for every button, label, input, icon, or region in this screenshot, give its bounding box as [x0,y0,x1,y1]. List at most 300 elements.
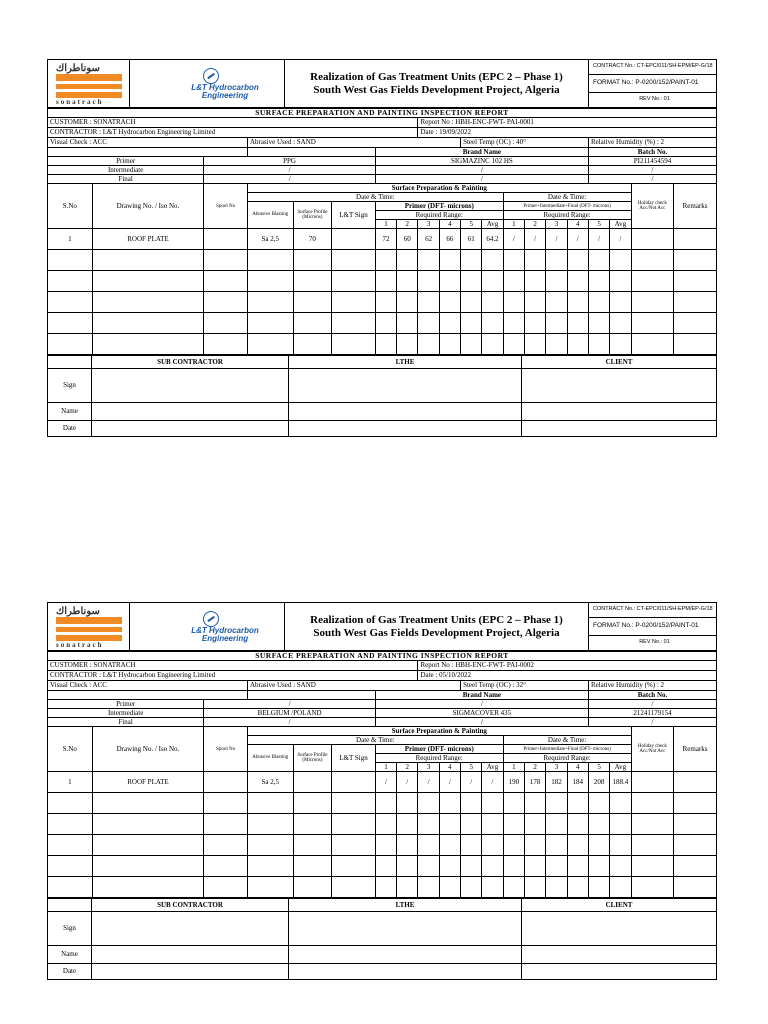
final-brand2: / [375,718,588,727]
format-number: FORMAT No.: P-0200/152/PAINT-01 [589,618,716,636]
empty-cell [631,292,674,313]
table-row-empty [48,793,717,814]
sonatrach-logo-mark [56,74,122,98]
row-holiday [631,772,674,793]
empty-cell [48,334,93,355]
final-brand1: / [204,718,376,727]
empty-cell [461,334,482,355]
pif-reading: 182 [546,772,567,793]
empty-cell [92,814,204,835]
primer-label: Primer [48,157,204,166]
empty-cell [482,856,503,877]
empty-cell [588,814,609,835]
signature-block [47,355,717,437]
empty-cell [567,793,588,814]
empty-cell [546,793,567,814]
report-header [47,59,717,108]
empty-cell [567,313,588,334]
empty-cell [332,292,376,313]
revision-number: REV No.: 01 [639,639,670,646]
empty-cell [610,877,631,898]
empty-cell [375,793,396,814]
primer-reading: 61 [461,229,482,250]
pif-reading: 184 [567,772,588,793]
relative-humidity: Relative Humidity (%) : 2 [588,138,716,148]
date-label: Date [48,421,92,437]
col-label: 5 [461,220,482,229]
empty-cell [610,814,631,835]
empty-cell [48,250,93,271]
empty-cell [567,292,588,313]
empty-cell [247,793,293,814]
col-label: 4 [439,763,460,772]
empty-cell [482,877,503,898]
pif-dft-header: Primer+Intermediate+Final (DFT- microns) [503,745,631,754]
abrasive-used: Abrasive Used : SAND [247,681,460,691]
empty-cell [588,271,609,292]
empty-cell [546,814,567,835]
table-row-empty [48,856,717,877]
empty-cell [461,856,482,877]
primer-dft-header: Primer (DFT- microns) [375,202,503,211]
empty-cell [631,271,674,292]
intermediate-brand1: / [204,166,376,175]
empty-cell [439,835,460,856]
empty-cell [588,835,609,856]
abrasive-blasting-header: Abrasive Blasting [247,202,293,229]
project-title-line1: Realization of Gas Treatment Units (EPC 2 – Phase 1) [310,613,563,626]
empty-cell [418,334,439,355]
empty-cell [293,334,332,355]
empty-cell [567,814,588,835]
empty-cell [525,313,546,334]
empty-cell [482,835,503,856]
abrasive-used: Abrasive Used : SAND [247,138,460,148]
primer-avg: / [482,772,503,793]
empty-cell [92,292,204,313]
surface-prep-header: Surface Preparation & Painting [247,727,631,736]
empty-cell [610,793,631,814]
empty-cell [503,877,524,898]
empty-cell [567,877,588,898]
empty-cell [439,856,460,877]
col-label: 3 [546,763,567,772]
required-range-right: Required Range: [503,754,631,763]
empty-cell [48,271,93,292]
empty-cell [567,271,588,292]
empty-cell [92,313,204,334]
empty-cell [546,835,567,856]
col-label: Avg [482,763,503,772]
empty-cell [546,313,567,334]
primer-reading: 62 [418,229,439,250]
col-label: Avg [610,763,631,772]
relative-humidity: Relative Humidity (%) : 2 [588,681,716,691]
col-label: 5 [461,763,482,772]
final-label: Final [48,175,204,184]
empty-cell [439,877,460,898]
empty-cell [503,271,524,292]
empty-cell [461,835,482,856]
client-date[interactable] [522,964,717,980]
sub-contractor-sign[interactable] [92,912,289,946]
visual-check: Visual Check : ACC [48,138,248,148]
client-sign[interactable] [522,912,717,946]
lt-sub: Engineering [201,634,249,644]
empty-cell [567,856,588,877]
empty-cell [48,292,93,313]
empty-cell [247,313,293,334]
empty-cell [418,250,439,271]
remarks-header: Remarks [674,727,717,772]
sub-contractor-name[interactable] [92,403,289,421]
primer-label: Primer [48,700,204,709]
spool-no-header: Spool No [204,184,248,229]
empty-cell [204,334,248,355]
empty-cell [293,250,332,271]
empty-cell [92,250,204,271]
sub-contractor-header: SUB CONTRACTOR [92,356,289,369]
sub-contractor-name[interactable] [92,946,289,964]
empty-cell [610,271,631,292]
empty-cell [439,271,460,292]
intermediate-batch: / [588,166,716,175]
primer-reading: / [397,772,418,793]
empty-cell [482,271,503,292]
remarks-header: Remarks [674,184,717,229]
empty-cell [525,877,546,898]
sonatrach-arabic-text: سوناطراك [56,606,100,617]
empty-cell [418,292,439,313]
empty-cell [332,856,376,877]
report-number: Report No : HBH-ENC-FWT- PAI-0001 [418,118,717,128]
empty-cell [631,877,674,898]
empty-cell [503,835,524,856]
lthe-date[interactable] [289,964,522,980]
date-time-left: Date & Time: [247,736,503,745]
empty-cell [247,814,293,835]
empty-cell [546,292,567,313]
empty-cell [48,877,93,898]
empty-cell [567,250,588,271]
row-lt-sign [332,772,376,793]
empty-cell [397,292,418,313]
intermediate-brand2: / [375,166,588,175]
empty-cell [610,250,631,271]
empty-cell [610,856,631,877]
empty-cell [674,856,717,877]
table-row-empty [48,814,717,835]
primer-batch: PI211454594 [588,157,716,166]
empty-cell [397,793,418,814]
pif-avg: / [610,229,631,250]
empty-cell [204,856,248,877]
empty-cell [375,835,396,856]
primer-dft-header: Primer (DFT- microns) [375,745,503,754]
sign-label: Sign [48,912,92,946]
primer-avg: 64.2 [482,229,503,250]
surface-profile-header: Surface Profile (Microns) [293,745,332,772]
empty-cell [503,814,524,835]
brand-name-header: Brand Name [375,148,588,157]
sub-contractor-date[interactable] [92,421,289,437]
client-header: CLIENT [522,356,717,369]
empty-cell [293,292,332,313]
client-name[interactable] [522,946,717,964]
empty-cell [503,250,524,271]
empty-cell [332,877,376,898]
document-meta [589,60,717,108]
empty-cell [397,334,418,355]
date-label: Date [48,964,92,980]
required-range-left: Required Range: [375,211,503,220]
lt-logo [130,603,285,651]
empty-cell [375,271,396,292]
empty-cell [567,835,588,856]
empty-cell [418,271,439,292]
empty-cell [204,292,248,313]
project-title-line2: South West Gas Fields Development Project, Algeria [313,83,560,96]
empty-cell [332,835,376,856]
client-header: CLIENT [522,899,717,912]
date-time-left: Date & Time: [247,193,503,202]
col-label: 2 [397,220,418,229]
empty-cell [397,835,418,856]
holiday-check-header: Holiday check Acc/Not Acc [631,184,674,229]
report-date: Date : 05/10/2022 [418,671,717,681]
empty-cell [461,292,482,313]
row-blasting: Sa 2,5 [247,772,293,793]
row-sno: 1 [48,229,93,250]
primer-reading: 66 [439,229,460,250]
col-label: 5 [588,763,609,772]
sub-contractor-header: SUB CONTRACTOR [92,899,289,912]
empty-cell [397,313,418,334]
empty-cell [631,793,674,814]
empty-cell [418,856,439,877]
empty-cell [439,313,460,334]
lt-name: L&T Hydrocarbon [191,626,259,635]
empty-cell [461,271,482,292]
empty-cell [397,856,418,877]
project-title [285,60,589,108]
primer-brand2: / [375,700,588,709]
empty-cell [631,313,674,334]
lthe-name[interactable] [289,946,522,964]
primer-brand1: PPG [204,157,376,166]
client-sign[interactable] [522,369,717,403]
primer-reading: / [375,772,396,793]
empty-cell [588,292,609,313]
col-label: 5 [588,220,609,229]
empty-cell [631,250,674,271]
col-label: 2 [525,220,546,229]
row-holiday [631,229,674,250]
empty-cell [204,835,248,856]
empty-cell [503,292,524,313]
empty-cell [375,313,396,334]
table-row [48,772,717,793]
report-date: Date : 19/09/2022 [418,128,717,138]
empty-cell [482,292,503,313]
empty-cell [546,877,567,898]
empty-cell [546,271,567,292]
col-label: 4 [439,220,460,229]
lthe-sign[interactable] [289,369,522,403]
customer: CUSTOMER : SONATRACH [48,661,418,671]
empty-cell [546,334,567,355]
empty-cell [397,814,418,835]
report-header [47,602,717,651]
empty-cell [375,250,396,271]
empty-cell [48,814,93,835]
project-title-line2: South West Gas Fields Development Project, Algeria [313,626,560,639]
report-body [47,651,717,898]
empty-cell [418,313,439,334]
project-title-line1: Realization of Gas Treatment Units (EPC 2 – Phase 1) [310,70,563,83]
empty-cell [204,271,248,292]
empty-cell [503,313,524,334]
empty-cell [332,334,376,355]
table-row-empty [48,334,717,355]
empty-cell [375,334,396,355]
empty-cell [503,334,524,355]
empty-cell [418,814,439,835]
report-title: SURFACE PREPARATION AND PAINTING INSPECTION REPORT [48,652,717,661]
empty-cell [247,292,293,313]
contractor: CONTRACTOR : L&T Hydrocarbon Engineering Limited [48,671,418,681]
primer-batch: / [588,700,716,709]
col-label: 3 [546,220,567,229]
empty-cell [588,313,609,334]
pif-avg: 188.4 [610,772,631,793]
contract-number: CONTRACT No.: CT-EPC/011/SH-EPM/EP-G/18 [589,603,716,618]
row-drawing: ROOF PLATE [92,772,204,793]
col-label: 4 [567,220,588,229]
pif-reading: / [525,229,546,250]
surface-profile-header: Surface Profile (Microns) [293,202,332,229]
col-label: Avg [610,220,631,229]
col-label: 1 [375,763,396,772]
pif-reading: 208 [588,772,609,793]
lthe-sign[interactable] [289,912,522,946]
empty-cell [461,877,482,898]
sonatrach-logo [48,60,130,108]
sub-contractor-sign[interactable] [92,369,289,403]
sonatrach-logo-mark [56,617,122,641]
table-row-empty [48,271,717,292]
sonatrach-latin-text: sonatrach [56,641,104,649]
empty-cell [674,877,717,898]
report-number: Report No : HBH-ENC-FWT- PAI-0002 [418,661,717,671]
empty-cell [92,856,204,877]
empty-cell [631,856,674,877]
surface-prep-header: Surface Preparation & Painting [247,184,631,193]
empty-cell [482,814,503,835]
empty-cell [588,250,609,271]
sign-label: Sign [48,369,92,403]
name-label: Name [48,403,92,421]
intermediate-brand1: BELGIUM /POLAND [204,709,376,718]
table-row [48,229,717,250]
empty-cell [247,250,293,271]
empty-cell [482,793,503,814]
batch-no-header: Batch No. [588,691,716,700]
empty-cell [204,313,248,334]
signature-block [47,898,717,980]
client-name[interactable] [522,403,717,421]
empty-cell [48,856,93,877]
empty-cell [293,814,332,835]
pif-reading: / [567,229,588,250]
empty-cell [631,835,674,856]
lt-sign-header: L&T Sign [332,202,376,229]
inspection-report-1 [47,59,717,437]
client-date[interactable] [522,421,717,437]
empty-cell [461,313,482,334]
empty-cell [332,250,376,271]
col-label: 1 [503,220,524,229]
empty-cell [92,271,204,292]
pif-dft-header: Primer+Intermediate+Final (DFT- microns) [503,202,631,211]
lt-sign-header: L&T Sign [332,745,376,772]
empty-cell [375,292,396,313]
lthe-name[interactable] [289,403,522,421]
intermediate-label: Intermediate [48,709,204,718]
empty-cell [525,835,546,856]
primer-brand2: SIGMAZINC 102 HS [375,157,588,166]
table-row-empty [48,313,717,334]
final-batch: / [588,175,716,184]
empty-cell [204,877,248,898]
empty-cell [204,250,248,271]
project-title [285,603,589,651]
pif-reading: 178 [525,772,546,793]
row-sno: 1 [48,772,93,793]
primer-reading: / [461,772,482,793]
row-remarks [674,229,717,250]
visual-check: Visual Check : ACC [48,681,248,691]
empty-cell [247,856,293,877]
empty-cell [247,271,293,292]
empty-cell [332,271,376,292]
sno-header: S.No [48,727,93,772]
contractor: CONTRACTOR : L&T Hydrocarbon Engineering Limited [48,128,418,138]
empty-cell [674,814,717,835]
pif-reading: 190 [503,772,524,793]
batch-no-header: Batch No. [588,148,716,157]
empty-cell [546,250,567,271]
row-spool [204,229,248,250]
lt-name: L&T Hydrocarbon [191,83,259,92]
empty-cell [588,334,609,355]
lthe-date[interactable] [289,421,522,437]
drawing-no-header: Drawing No. / Iso No. [92,184,204,229]
empty-cell [375,877,396,898]
table-row-empty [48,877,717,898]
empty-cell [439,814,460,835]
empty-cell [461,250,482,271]
empty-cell [610,313,631,334]
format-number: FORMAT No.: P-0200/152/PAINT-01 [589,75,716,93]
empty-cell [567,334,588,355]
lt-logo-icon [203,611,219,627]
empty-cell [293,271,332,292]
sub-contractor-date[interactable] [92,964,289,980]
row-drawing: ROOF PLATE [92,229,204,250]
date-time-right: Date & Time: [503,736,631,745]
empty-cell [439,793,460,814]
